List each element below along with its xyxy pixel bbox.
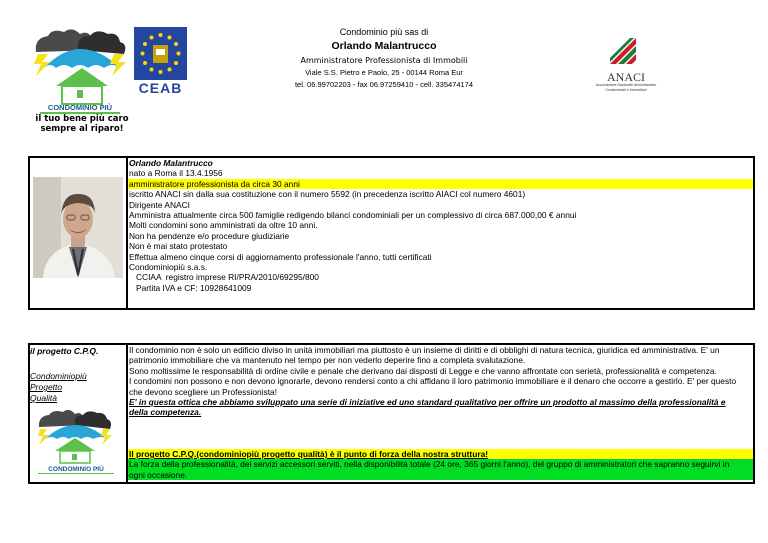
cpq-acronym-3 (30, 393, 57, 404)
anaci-logo-subtitle-1: Associazione Nazionale Amministratori (595, 83, 657, 87)
profile-name: Orlando Malantrucco (129, 158, 213, 168)
cpq-acronym-progetto: Progetto (30, 382, 63, 392)
contact-phone: tel. 06.99702203 - fax 06.97259410 - cell. 335474174 (294, 80, 474, 89)
profile-box (28, 156, 755, 310)
ceab-logo-text: CEAB (138, 80, 183, 96)
cpq-title: il progetto C.P.Q. (30, 346, 99, 356)
cpq-paragraph-2: Sono moltissime le responsabilità di ordine civile e penale che derivano dai disposti di Legge e che vanno affrontate con serietà, professionalità e competenza. (129, 365, 717, 376)
anaci-logo-text: ANACI (607, 70, 645, 84)
profile-legal: Non ha pendenze e/o procedure giudiziarie (129, 230, 290, 241)
slogan-line-1: il tuo bene più caro (35, 114, 129, 124)
cpq-logo-text: CONDOMINIO PIÙ (38, 466, 114, 474)
cpq-paragraph-6: La forza della professionalità, dei servizi accessori serviti, nella disponibilità totale (24 ore, 365 giorni l'anno), del gruppo di amministratori che sapranno seguirvi in ogni occasione. (128, 459, 753, 480)
profile-info (128, 158, 753, 293)
profile-cciaa: CCIAA registro imprese RI/PRA/2010/69295/800 (129, 272, 319, 283)
cpq-acronym-qualita: Qualità (30, 393, 57, 403)
person-name: Orlando Malantrucco (331, 40, 437, 52)
cpq-paragraph-3: I condomini non possono e non devono ignorarle, devono rendersi conto a chi affidano il loro patrimonio immobiliare e il denaro che occorre a gestirlo. E' per questo che devono scegliere un Professionista! (129, 376, 737, 397)
slogan-line-2: sempre al riparo! (40, 124, 124, 134)
cpq-paragraph-4: E' in questa ottica che abbiamo sviluppato una serie di iniziative ed uno standard qualitativo per offrire un prodotto al massimo della professionalità e della competenza. (129, 397, 726, 418)
profile-company: Condominiopiù s.a.s. (129, 261, 208, 272)
profile-protest: Non è mai stato protestato (129, 241, 228, 252)
cpq-acronym-condominiopiu: Condominiopiù (30, 371, 87, 381)
cpq-paragraph-1: Il condominio non è solo un edificio diviso in unità immobiliari ma piuttosto è un insieme di diritti e di obblighi di natura tecnica, giuridica ed amministrativa. E' un patrimonio immobiliare che va mantenuto nel tempo per non vederlo deperire fino a completa svalutazione. (129, 345, 720, 366)
cpq-highlights (128, 449, 753, 480)
company-name: Condominio più sas di (339, 27, 429, 37)
profile-photo (33, 177, 123, 278)
cpq-condominio-logo (35, 407, 115, 467)
profile-vat: Partita IVA e CF: 10928641009 (129, 282, 252, 293)
profile-anaci-membership: iscritto ANACI sin dalla sua costituzione con il numero 5592 (in precedenza iscritto AIACI col numero 4601) (129, 189, 526, 200)
cpq-acronym-2 (30, 382, 62, 393)
cpq-paragraph-5: Il progetto C.P.Q.(condominiopiù progetto qualità) è il punto di forza della nostra struttura! (128, 449, 753, 459)
address: Viale S.S. Pietro e Paolo, 25 - 00144 Roma Eur (305, 68, 463, 77)
profile-anaci-role: Dirigente ANACI (129, 199, 190, 210)
cpq-text (128, 345, 739, 418)
profile-courses: Effettua almeno cinque corsi di aggiornamento professionale l'anno, tutti certificati (129, 251, 432, 262)
professional-role: Amministratore Professionista di Immobili (300, 56, 468, 65)
condominio-piu-logo-text: CONDOMINIO PIÙ (40, 103, 120, 114)
anaci-logo (606, 34, 642, 70)
cpq-box (28, 343, 755, 484)
cpq-acronym-1 (30, 371, 87, 382)
anaci-logo-subtitle-2: Condominiali e Immobiliari (605, 88, 647, 92)
profile-experience: amministratore professionista da circa 30 anni (128, 179, 753, 189)
profile-long-term: Molti condomini sono amministrati da oltre 10 anni. (129, 220, 318, 231)
profile-birth: nato a Roma il 13.4.1956 (129, 168, 223, 179)
profile-families-managed: Amministra attualmente circa 500 famiglie redigendo bilanci condominiali per un complessivo di circa 687.000,00 € annui (129, 209, 577, 220)
